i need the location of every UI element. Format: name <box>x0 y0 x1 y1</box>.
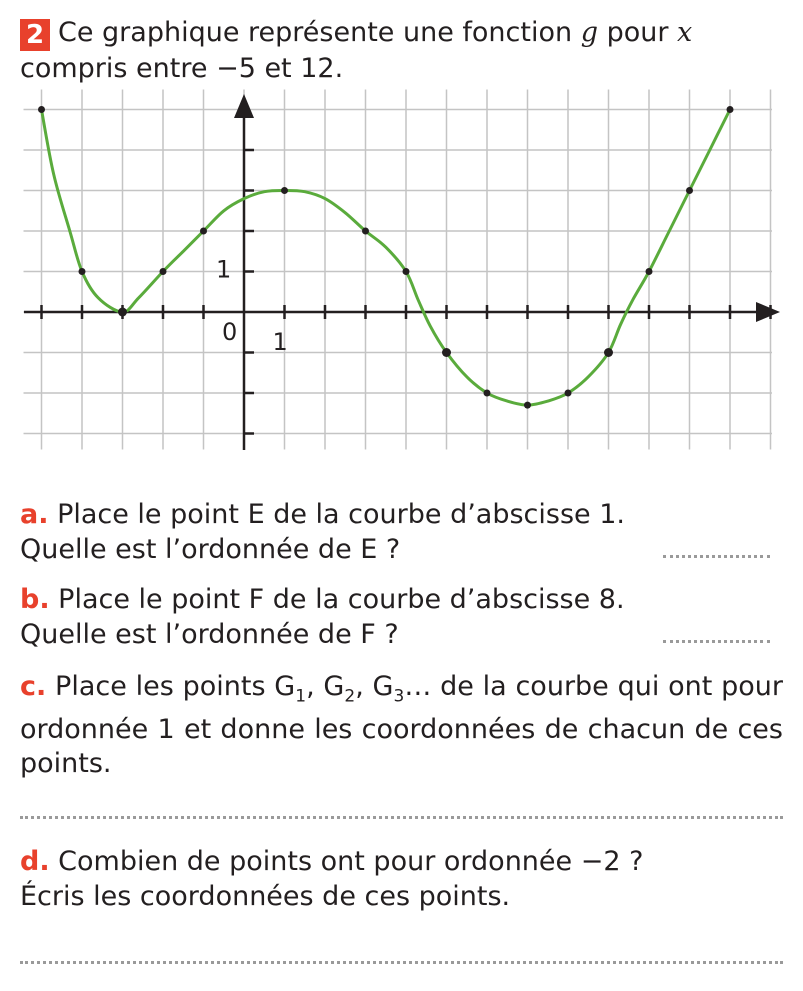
origin-label: 0 <box>222 318 238 346</box>
answer-line-c[interactable] <box>20 816 783 819</box>
question-a-label: a. <box>20 499 49 530</box>
curve-points <box>38 106 734 409</box>
y-tick-label: 1 <box>216 255 232 284</box>
curve-point <box>686 187 693 194</box>
curve-point <box>442 348 451 357</box>
function-graph <box>0 88 803 458</box>
question-c-label: c. <box>20 671 47 702</box>
x-axis-arrow <box>756 302 780 322</box>
answer-line-b[interactable] <box>663 640 770 643</box>
question-b-line1 <box>20 583 625 617</box>
curve-point <box>604 348 613 357</box>
var-g: g <box>580 17 598 48</box>
curve-point <box>118 308 127 317</box>
curve-point <box>362 228 369 235</box>
curve-point <box>160 268 167 275</box>
x-tick-label: 1 <box>272 328 288 356</box>
question-a-line1 <box>20 498 625 532</box>
intro-line-2: compris entre −5 et 12. <box>20 53 344 84</box>
question-b-line2: Quelle est l’ordonnée de F ? <box>20 619 399 650</box>
exercise-number-badge: 2 <box>20 19 50 51</box>
function-curve <box>42 110 731 406</box>
curve-point <box>79 268 86 275</box>
question-b-label: b. <box>20 584 50 615</box>
curve-point <box>565 390 572 397</box>
exercise-title <box>20 16 692 51</box>
answer-line-a[interactable] <box>663 555 770 558</box>
question-b-text: Place le point F de la courbe d’abscisse 8. <box>49 584 625 615</box>
curve-point <box>281 187 288 194</box>
y-axis-arrow <box>234 94 254 118</box>
question-d-line2: Écris les coordonnées de ces points. <box>20 881 511 912</box>
curve-point <box>38 106 45 113</box>
curve-point <box>403 268 410 275</box>
var-x: x <box>677 17 693 48</box>
curve-point <box>200 228 207 235</box>
intro-text-1: Ce graphique représente une fonction <box>58 17 581 48</box>
curve-point <box>524 402 531 409</box>
answer-line-d[interactable] <box>20 961 783 964</box>
graph-grid <box>24 90 773 450</box>
curve-point <box>646 268 653 275</box>
curve-point <box>727 106 734 113</box>
question-d-line1 <box>20 845 643 879</box>
question-d-text: Combien de points ont pour ordonnée −2 ? <box>49 846 644 877</box>
question-d-label: d. <box>20 846 50 877</box>
intro-text-2: pour <box>597 17 678 48</box>
question-a-text: Place le point E de la courbe d’abscisse 1. <box>48 499 625 530</box>
curve-point <box>484 390 491 397</box>
question-c-text: c. Place les points $G_1$, $G_2$, $G_3\dots$ de la courbe qui ont pour ordonnée 1 et donne les coordonnées de chacun de ces points. <box>20 671 783 780</box>
question-a-line2: Quelle est l’ordonnée de E ? <box>20 534 401 565</box>
